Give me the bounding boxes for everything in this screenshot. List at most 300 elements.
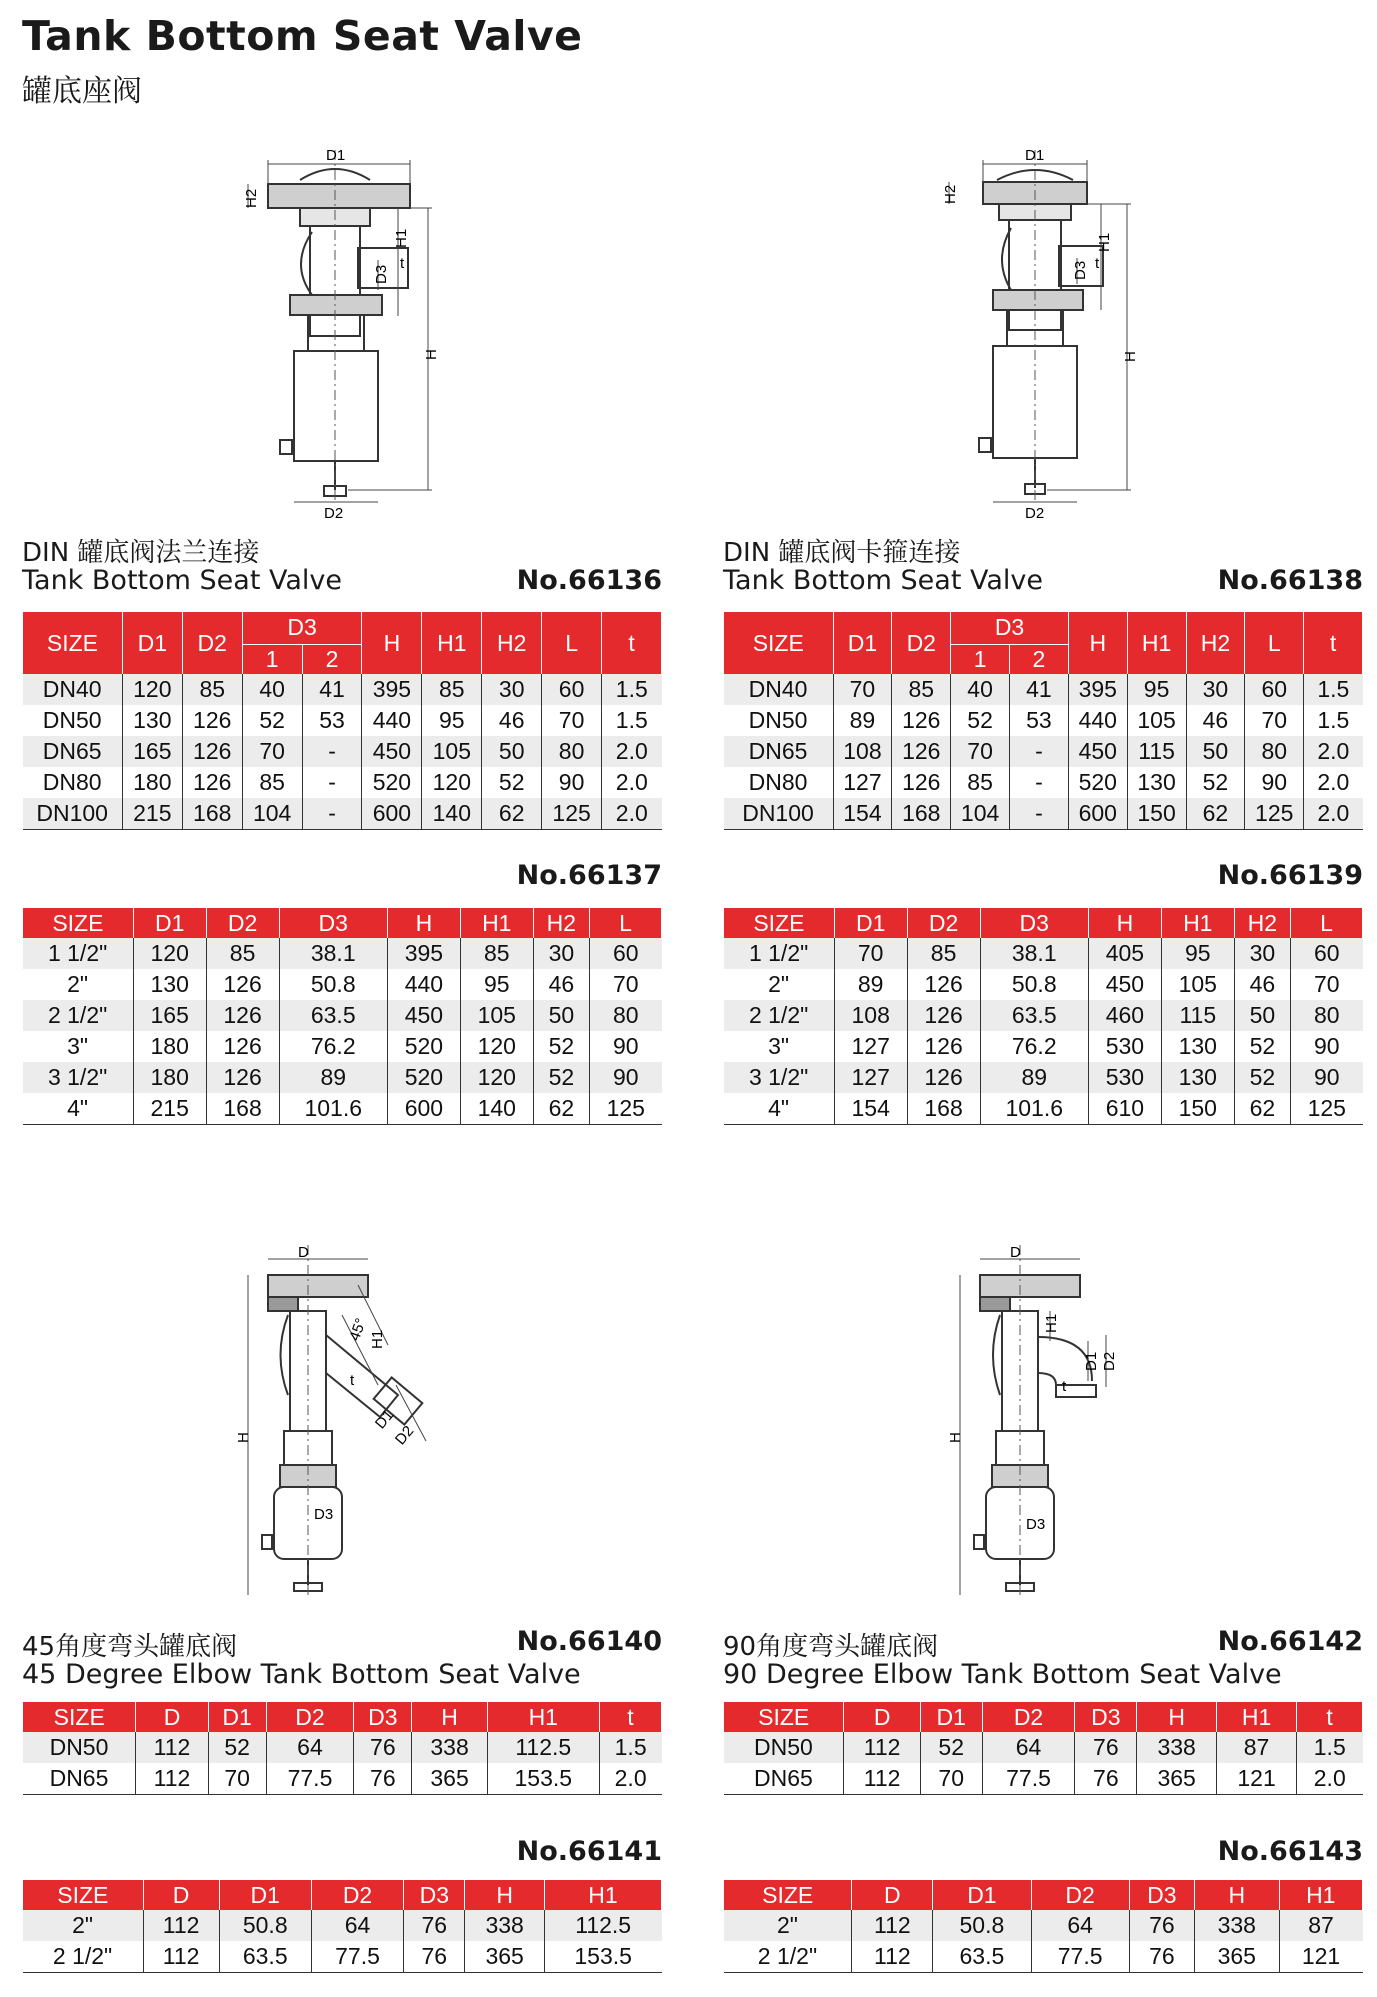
product-number: No.66136 bbox=[516, 565, 662, 596]
table-cell: 89 bbox=[279, 1062, 387, 1093]
col-size: SIZE bbox=[23, 1880, 144, 1910]
product-number-66143: No.66143 bbox=[1217, 1836, 1363, 1867]
table-cell: 180 bbox=[122, 767, 182, 798]
col-h2: H2 bbox=[1186, 612, 1245, 674]
table-cell: 50.8 bbox=[219, 1910, 311, 1941]
table-cell: 70 bbox=[1291, 969, 1363, 1000]
col-d3: D3 bbox=[354, 1702, 412, 1732]
caption-en: 45 Degree Elbow Tank Bottom Seat Valve bbox=[22, 1659, 581, 1690]
table-cell: 63.5 bbox=[219, 1941, 311, 1972]
table-cell: 50.8 bbox=[980, 969, 1088, 1000]
table-cell: 127 bbox=[834, 1062, 907, 1093]
table-cell: 76 bbox=[404, 1941, 465, 1972]
table-row bbox=[23, 736, 662, 767]
table-cell: 64 bbox=[982, 1732, 1075, 1763]
table-cell: 89 bbox=[834, 969, 907, 1000]
page-title: Tank Bottom Seat Valve bbox=[22, 12, 583, 60]
col-d: D bbox=[844, 1702, 920, 1732]
table-cell: 112 bbox=[852, 1910, 933, 1941]
label-d1: D1 bbox=[1025, 147, 1045, 164]
table-cell: 112 bbox=[143, 1910, 219, 1941]
table-cell: 126 bbox=[907, 1062, 980, 1093]
table-cell: 76 bbox=[1075, 1763, 1137, 1794]
product-number: No.66138 bbox=[1217, 565, 1363, 596]
table-cell: 80 bbox=[590, 1000, 662, 1031]
table-cell: 610 bbox=[1088, 1093, 1161, 1124]
table-cell: 52 bbox=[482, 767, 542, 798]
table-row bbox=[23, 1910, 662, 1941]
caption-cn: 45角度弯头罐底阀 bbox=[22, 1632, 238, 1662]
table-cell: 89 bbox=[980, 1062, 1088, 1093]
table-cell: 2.0 bbox=[602, 736, 662, 767]
table-cell: 30 bbox=[533, 938, 589, 969]
label-d2: D2 bbox=[324, 505, 344, 522]
table-cell: 115 bbox=[1127, 736, 1186, 767]
col-h: H bbox=[387, 908, 460, 938]
table-cell: 130 bbox=[1127, 767, 1186, 798]
table-row bbox=[23, 1941, 662, 1972]
table-cell: 1.5 bbox=[1304, 674, 1363, 705]
table-cell: 2.0 bbox=[1304, 736, 1363, 767]
table-cell: 1.5 bbox=[599, 1732, 661, 1763]
table-cell: 2" bbox=[23, 1910, 144, 1941]
table-cell: 150 bbox=[1161, 1093, 1234, 1124]
label-d3: D3 bbox=[1026, 1516, 1046, 1533]
table-cell: 126 bbox=[206, 1000, 279, 1031]
spec-table-66141 bbox=[22, 1880, 662, 1973]
table-cell: 440 bbox=[387, 969, 460, 1000]
label-d1: D1 bbox=[371, 1406, 398, 1433]
table-cell: 165 bbox=[133, 1000, 206, 1031]
col-d2: D2 bbox=[982, 1702, 1075, 1732]
table-cell: 60 bbox=[1245, 674, 1304, 705]
col-d1: D1 bbox=[920, 1702, 982, 1732]
table-cell: DN80 bbox=[724, 767, 834, 798]
table-cell: 70 bbox=[833, 674, 892, 705]
label-d1: D1 bbox=[326, 147, 346, 164]
col-size: SIZE bbox=[724, 612, 834, 674]
table-cell: 112.5 bbox=[487, 1732, 599, 1763]
table-cell: 95 bbox=[1161, 938, 1234, 969]
table-cell: 153.5 bbox=[544, 1941, 661, 1972]
table-cell: 70 bbox=[542, 705, 602, 736]
table-cell: 85 bbox=[892, 674, 951, 705]
table-cell: 85 bbox=[951, 767, 1010, 798]
col-h1: H1 bbox=[422, 612, 482, 674]
table-cell: - bbox=[1010, 798, 1069, 829]
col-d2: D2 bbox=[892, 612, 951, 674]
label-d: D bbox=[298, 1244, 309, 1261]
table-cell: 126 bbox=[907, 1031, 980, 1062]
table-cell: 150 bbox=[1127, 798, 1186, 829]
table-cell: 85 bbox=[242, 767, 302, 798]
table-cell: DN65 bbox=[724, 1763, 844, 1794]
product-number: No.66142 bbox=[1217, 1626, 1363, 1657]
table-cell: DN65 bbox=[724, 736, 834, 767]
table-cell: 52 bbox=[533, 1062, 589, 1093]
table-cell: 40 bbox=[951, 674, 1010, 705]
table-cell: 120 bbox=[122, 674, 182, 705]
label-t: t bbox=[1062, 1378, 1067, 1395]
col-d1: D1 bbox=[933, 1880, 1031, 1910]
table-cell: 77.5 bbox=[1031, 1941, 1129, 1972]
table-cell: 30 bbox=[1186, 674, 1245, 705]
table-cell: 105 bbox=[422, 736, 482, 767]
table-cell: 63.5 bbox=[980, 1000, 1088, 1031]
table-cell: 168 bbox=[907, 1093, 980, 1124]
table-cell: DN100 bbox=[23, 798, 123, 829]
table-cell: 108 bbox=[834, 1000, 907, 1031]
drawing-clamp-valve bbox=[942, 147, 1165, 522]
table-cell: 120 bbox=[460, 1031, 533, 1062]
table-cell: 104 bbox=[242, 798, 302, 829]
table-cell: 52 bbox=[242, 705, 302, 736]
table-cell: 125 bbox=[1245, 798, 1304, 829]
table-row bbox=[724, 1093, 1363, 1124]
table-cell: 104 bbox=[951, 798, 1010, 829]
label-h1: H1 bbox=[369, 1329, 386, 1349]
col-d1: D1 bbox=[122, 612, 182, 674]
label-h: H bbox=[1122, 351, 1139, 362]
col-l: L bbox=[1291, 908, 1363, 938]
table-cell: 2 1/2" bbox=[23, 1000, 134, 1031]
table-cell: 112 bbox=[844, 1732, 920, 1763]
col-l: L bbox=[542, 612, 602, 674]
table-cell: 1.5 bbox=[1297, 1732, 1363, 1763]
table-cell: 2.0 bbox=[1304, 767, 1363, 798]
table-cell: 450 bbox=[1068, 736, 1127, 767]
table-cell: 450 bbox=[362, 736, 422, 767]
col-h1: H1 bbox=[1127, 612, 1186, 674]
table-cell: 76 bbox=[354, 1732, 412, 1763]
table-row bbox=[724, 736, 1363, 767]
table-cell: 460 bbox=[1088, 1000, 1161, 1031]
caption-cn: DIN 罐底阀法兰连接 bbox=[22, 538, 260, 568]
table-cell: 38.1 bbox=[279, 938, 387, 969]
table-cell: 2.0 bbox=[1304, 798, 1363, 829]
label-h: H bbox=[947, 1432, 964, 1443]
table-row bbox=[23, 674, 662, 705]
table-row bbox=[724, 1031, 1363, 1062]
table-cell: 130 bbox=[133, 969, 206, 1000]
table-cell: 41 bbox=[302, 674, 362, 705]
table-cell: 520 bbox=[387, 1062, 460, 1093]
table-cell: 53 bbox=[302, 705, 362, 736]
col-d3: D3 bbox=[1075, 1702, 1137, 1732]
table-cell: DN50 bbox=[724, 1732, 844, 1763]
col-d3: D3 bbox=[1129, 1880, 1194, 1910]
table-cell: 89 bbox=[833, 705, 892, 736]
table-cell: 52 bbox=[920, 1732, 982, 1763]
table-row bbox=[23, 938, 662, 969]
label-h: H bbox=[423, 349, 440, 360]
table-cell: DN40 bbox=[724, 674, 834, 705]
table-cell: DN65 bbox=[23, 736, 123, 767]
table-cell: 3 1/2" bbox=[724, 1062, 835, 1093]
table-cell: 46 bbox=[533, 969, 589, 1000]
table-cell: 60 bbox=[542, 674, 602, 705]
table-cell: 140 bbox=[422, 798, 482, 829]
table-cell: 77.5 bbox=[311, 1941, 403, 1972]
table-cell: 70 bbox=[1245, 705, 1304, 736]
caption-66138 bbox=[723, 532, 1363, 598]
table-cell: 120 bbox=[133, 938, 206, 969]
col-d3-1: 1 bbox=[951, 644, 1010, 674]
table-cell: 168 bbox=[206, 1093, 279, 1124]
table-cell: 87 bbox=[1279, 1910, 1362, 1941]
col-d3-2: 2 bbox=[302, 644, 362, 674]
table-cell: 365 bbox=[1137, 1763, 1217, 1794]
caption-en: Tank Bottom Seat Valve bbox=[723, 565, 1043, 596]
table-cell: 130 bbox=[122, 705, 182, 736]
table-cell: 130 bbox=[1161, 1062, 1234, 1093]
col-h: H bbox=[1195, 1880, 1280, 1910]
table-cell: 2.0 bbox=[602, 767, 662, 798]
table-cell: 76 bbox=[404, 1910, 465, 1941]
table-cell: 126 bbox=[182, 736, 242, 767]
table-cell: 30 bbox=[1234, 938, 1290, 969]
table-cell: 180 bbox=[133, 1062, 206, 1093]
table-cell: 52 bbox=[1186, 767, 1245, 798]
table-cell: - bbox=[302, 736, 362, 767]
table-cell: 64 bbox=[311, 1910, 403, 1941]
table-cell: 95 bbox=[460, 969, 533, 1000]
drawing-flange-valve bbox=[240, 147, 470, 522]
table-cell: 50 bbox=[533, 1000, 589, 1031]
table-cell: 60 bbox=[590, 938, 662, 969]
label-t: t bbox=[1095, 255, 1100, 272]
table-cell: DN50 bbox=[23, 1732, 136, 1763]
table-cell: 70 bbox=[834, 938, 907, 969]
table-cell: 3 1/2" bbox=[23, 1062, 134, 1093]
table-cell: 395 bbox=[387, 938, 460, 969]
product-number-66141: No.66141 bbox=[516, 1836, 662, 1867]
table-cell: 440 bbox=[1068, 705, 1127, 736]
table-cell: 50 bbox=[1234, 1000, 1290, 1031]
label-h1: H1 bbox=[1096, 232, 1113, 252]
table-row bbox=[724, 969, 1363, 1000]
table-cell: 140 bbox=[460, 1093, 533, 1124]
table-cell: 600 bbox=[1068, 798, 1127, 829]
col-d1: D1 bbox=[833, 612, 892, 674]
col-d: D bbox=[136, 1702, 208, 1732]
table-cell: 440 bbox=[362, 705, 422, 736]
table-cell: 600 bbox=[387, 1093, 460, 1124]
table-row bbox=[724, 938, 1363, 969]
table-cell: 520 bbox=[1068, 767, 1127, 798]
table-cell: 80 bbox=[1245, 736, 1304, 767]
table-cell: 41 bbox=[1010, 674, 1069, 705]
table-cell: 121 bbox=[1279, 1941, 1362, 1972]
table-cell: 105 bbox=[460, 1000, 533, 1031]
table-cell: 105 bbox=[1161, 969, 1234, 1000]
table-cell: 90 bbox=[1291, 1031, 1363, 1062]
col-d3: D3 bbox=[404, 1880, 465, 1910]
table-row bbox=[724, 1910, 1363, 1941]
table-cell: 2 1/2" bbox=[724, 1941, 852, 1972]
table-cell: DN50 bbox=[724, 705, 834, 736]
table-cell: 3" bbox=[724, 1031, 835, 1062]
label-h1: H1 bbox=[393, 228, 410, 248]
col-h: H bbox=[1137, 1702, 1217, 1732]
spec-table-66139 bbox=[723, 908, 1363, 1125]
table-cell: 112 bbox=[136, 1732, 208, 1763]
table-cell: 130 bbox=[1161, 1031, 1234, 1062]
table-cell: 395 bbox=[1068, 674, 1127, 705]
col-h: H bbox=[362, 612, 422, 674]
table-row bbox=[23, 1763, 662, 1794]
table-cell: 338 bbox=[412, 1732, 487, 1763]
label-t: t bbox=[350, 1372, 355, 1389]
table-cell: 365 bbox=[465, 1941, 544, 1972]
col-t: t bbox=[1304, 612, 1363, 674]
label-d3: D3 bbox=[1072, 260, 1089, 280]
table-cell: 126 bbox=[206, 1031, 279, 1062]
table-cell: 530 bbox=[1088, 1031, 1161, 1062]
table-row bbox=[23, 1031, 662, 1062]
table-cell: 153.5 bbox=[487, 1763, 599, 1794]
col-l: L bbox=[590, 908, 662, 938]
col-d: D bbox=[143, 1880, 219, 1910]
table-cell: 2" bbox=[23, 969, 134, 1000]
table-cell: 70 bbox=[951, 736, 1010, 767]
col-d2: D2 bbox=[206, 908, 279, 938]
table-cell: 154 bbox=[834, 1093, 907, 1124]
table-cell: 85 bbox=[907, 938, 980, 969]
col-d3: D3 bbox=[279, 908, 387, 938]
label-d2: D2 bbox=[391, 1422, 418, 1449]
table-cell: 90 bbox=[1245, 767, 1304, 798]
table-cell: 105 bbox=[1127, 705, 1186, 736]
table-row bbox=[23, 1732, 662, 1763]
spec-table-66142 bbox=[723, 1702, 1363, 1795]
col-d: D bbox=[852, 1880, 933, 1910]
table-row bbox=[724, 674, 1363, 705]
table-cell: 126 bbox=[206, 1062, 279, 1093]
col-h: H bbox=[412, 1702, 487, 1732]
table-cell: DN80 bbox=[23, 767, 123, 798]
table-cell: 46 bbox=[482, 705, 542, 736]
table-cell: 126 bbox=[182, 705, 242, 736]
table-cell: 180 bbox=[133, 1031, 206, 1062]
col-h: H bbox=[1068, 612, 1127, 674]
col-d1: D1 bbox=[219, 1880, 311, 1910]
col-d1: D1 bbox=[133, 908, 206, 938]
label-h: H bbox=[235, 1432, 252, 1443]
table-row bbox=[724, 1941, 1363, 1972]
table-cell: 101.6 bbox=[980, 1093, 1088, 1124]
table-cell: 395 bbox=[362, 674, 422, 705]
col-size: SIZE bbox=[724, 1702, 844, 1732]
table-cell: 2 1/2" bbox=[23, 1941, 144, 1972]
table-cell: 4" bbox=[23, 1093, 134, 1124]
table-cell: 2.0 bbox=[599, 1763, 661, 1794]
table-row bbox=[724, 798, 1363, 829]
label-d3: D3 bbox=[373, 264, 390, 284]
table-cell: 85 bbox=[460, 938, 533, 969]
table-cell: 338 bbox=[1137, 1732, 1217, 1763]
table-cell: 63.5 bbox=[933, 1941, 1031, 1972]
col-h1: H1 bbox=[1217, 1702, 1297, 1732]
table-cell: 121 bbox=[1217, 1763, 1297, 1794]
table-cell: 50.8 bbox=[933, 1910, 1031, 1941]
label-angle: 45° bbox=[346, 1315, 370, 1344]
col-t: t bbox=[599, 1702, 661, 1732]
table-cell: 2" bbox=[724, 969, 835, 1000]
col-size: SIZE bbox=[724, 908, 835, 938]
table-cell: 62 bbox=[1234, 1093, 1290, 1124]
table-row bbox=[23, 1093, 662, 1124]
table-cell: 76 bbox=[1129, 1910, 1194, 1941]
table-cell: 127 bbox=[833, 767, 892, 798]
table-cell: DN65 bbox=[23, 1763, 136, 1794]
label-h2: H2 bbox=[243, 188, 260, 208]
table-cell: 168 bbox=[892, 798, 951, 829]
table-cell: DN50 bbox=[23, 705, 123, 736]
table-cell: 126 bbox=[182, 767, 242, 798]
col-h1: H1 bbox=[487, 1702, 599, 1732]
table-cell: 101.6 bbox=[279, 1093, 387, 1124]
col-size: SIZE bbox=[23, 612, 123, 674]
table-row bbox=[724, 705, 1363, 736]
product-number-66137: No.66137 bbox=[516, 860, 662, 891]
table-cell: 50 bbox=[482, 736, 542, 767]
table-cell: 90 bbox=[590, 1031, 662, 1062]
spec-table-66137 bbox=[22, 908, 662, 1125]
table-cell: 2 1/2" bbox=[724, 1000, 835, 1031]
table-row bbox=[724, 1000, 1363, 1031]
table-cell: 126 bbox=[892, 736, 951, 767]
table-cell: 90 bbox=[1291, 1062, 1363, 1093]
col-size: SIZE bbox=[23, 908, 134, 938]
col-h: H bbox=[465, 1880, 544, 1910]
table-row bbox=[23, 1062, 662, 1093]
table-cell: 450 bbox=[1088, 969, 1161, 1000]
label-d1: D1 bbox=[1083, 1351, 1100, 1371]
table-cell: 112 bbox=[136, 1763, 208, 1794]
table-cell: 1.5 bbox=[1304, 705, 1363, 736]
table-cell: - bbox=[1010, 767, 1069, 798]
table-cell: 80 bbox=[1291, 1000, 1363, 1031]
table-cell: 112 bbox=[143, 1941, 219, 1972]
table-cell: 215 bbox=[122, 798, 182, 829]
col-size: SIZE bbox=[724, 1880, 852, 1910]
col-d2: D2 bbox=[907, 908, 980, 938]
table-cell: 2" bbox=[724, 1910, 852, 1941]
table-row bbox=[23, 705, 662, 736]
table-cell: 30 bbox=[482, 674, 542, 705]
table-cell: 520 bbox=[362, 767, 422, 798]
table-row bbox=[724, 1732, 1363, 1763]
table-cell: 53 bbox=[1010, 705, 1069, 736]
table-cell: 600 bbox=[362, 798, 422, 829]
table-cell: 95 bbox=[1127, 674, 1186, 705]
col-d1: D1 bbox=[208, 1702, 266, 1732]
table-row bbox=[23, 1000, 662, 1031]
table-cell: 50.8 bbox=[279, 969, 387, 1000]
label-d2: D2 bbox=[1025, 505, 1045, 522]
table-cell: 70 bbox=[590, 969, 662, 1000]
col-h: H bbox=[1088, 908, 1161, 938]
caption-cn: DIN 罐底阀卡箍连接 bbox=[723, 538, 961, 568]
table-cell: 126 bbox=[206, 969, 279, 1000]
table-cell: 126 bbox=[907, 969, 980, 1000]
table-cell: 1.5 bbox=[602, 674, 662, 705]
table-cell: 154 bbox=[833, 798, 892, 829]
product-number: No.66140 bbox=[516, 1626, 662, 1657]
spec-table-66138 bbox=[723, 612, 1363, 830]
table-cell: 63.5 bbox=[279, 1000, 387, 1031]
